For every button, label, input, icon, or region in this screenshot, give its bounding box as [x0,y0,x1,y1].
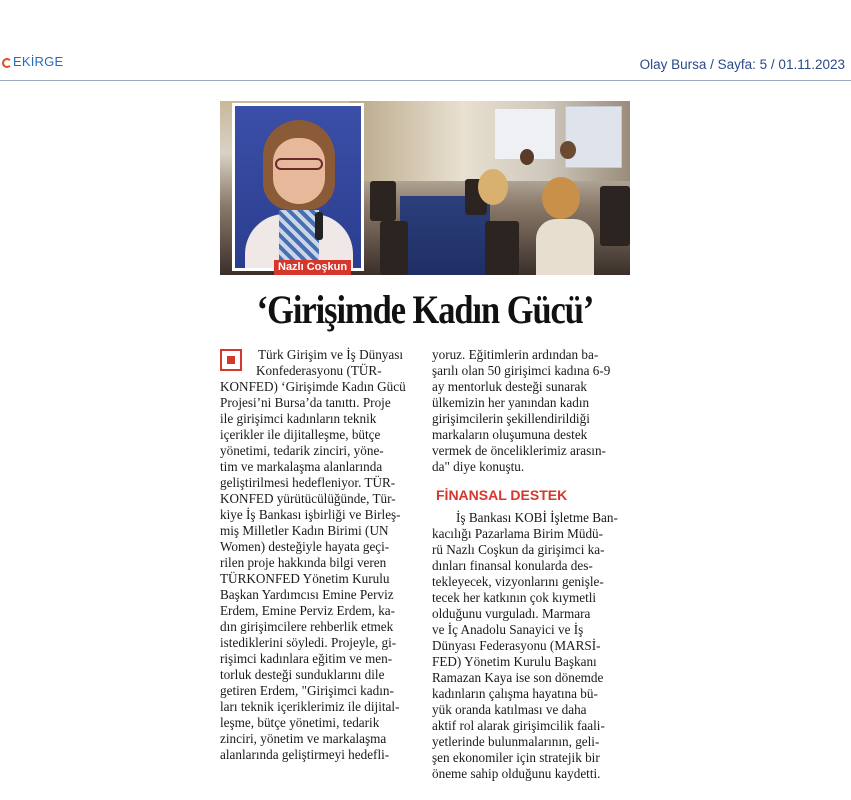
text-line: yönetimi, tedarik zinciri, yöne- [220,443,384,458]
text-line: tecek her katkının çok kıymetli [432,590,597,605]
column-2-text-bottom [432,510,632,782]
text-line: Ramazan Kaya ise son dönemde [432,670,604,685]
text-line: ları teknik içeriklerimiz ile dijital- [220,699,400,714]
text-line: getiren Erdem, "Girişimci kadın- [220,683,394,698]
text-line: İş Bankası KOBİ İşletme Ban- [456,510,618,525]
text-line: ay mentorluk desteği sunarak [432,379,587,394]
text-line: yetlerinde bulunmalarının, geli- [432,734,600,749]
text-line: yoruz. Eğitimlerin ardından ba- [432,347,599,362]
logo-text: EKİRGE [13,54,64,69]
text-line: girişimcilerin şekillendirildiği [432,411,590,426]
portrait-glasses [275,158,323,170]
text-line: öneme sahip olduğunu kaydetti. [432,766,601,781]
text-line: aktif rol alarak girişimcilik faali- [432,718,605,733]
text-line: Dünyası Federasyonu (MARSİ- [432,638,601,653]
text-line: Women) desteğiyle hayata geçi- [220,539,390,554]
text-line: miş Milletler Kadın Birimi (UN [220,523,389,538]
publisher-logo [2,54,63,69]
text-line: kacılığı Pazarlama Birim Müdü- [432,526,604,541]
text-line: ülkemizin her yanından kadın [432,395,590,410]
article-column-2 [432,347,632,475]
text-line: kadınların çalışma hayatına bü- [432,686,598,701]
portrait-inset [232,103,364,271]
text-line: rilen proje hakkında bilgi veren [220,555,387,570]
source-line: Olay Bursa / Sayfa: 5 / 01.11.2023 [639,57,845,72]
text-line: şarılı olan 50 girişimci kadına 6-9 [432,363,611,378]
text-line: ve İç Anadolu Sanayici ve İş [432,622,584,637]
text-line: da" diye konuştu. [432,459,525,474]
text-line: leşme, bütçe yönetimi, tedarik [220,715,380,730]
text-line: dın girişimcilere rehberlik etmek [220,619,394,634]
text-line: dınları finansal konularda des- [432,558,593,573]
audience-member [542,177,580,219]
article-column-2-continued [432,510,632,782]
text-line: Projesi’ni Bursa’da tanıttı. Proje [220,395,391,410]
text-line: tim ve markalaşma alanlarında [220,459,383,474]
audience-seat [370,181,396,221]
text-line: alanlarında geliştirmeyi hedefli- [220,747,390,762]
photo-caption: Nazlı Coşkun [274,260,351,275]
text-line: vermek de önceliklerimiz arasın- [432,443,606,458]
text-line: şen ekonomiler için stratejik bir [432,750,600,765]
section-subhead: FİNANSAL DESTEK [436,487,568,503]
text-line: KONFED) ‘Girişimde Kadın Gücü [220,379,406,394]
text-line: torluk desteği sunduklarını dile [220,667,385,682]
audience-member [520,149,534,165]
audience-member [478,169,508,205]
stage-banner [565,106,622,168]
audience-member [560,141,576,159]
text-line: rü Nazlı Coşkun da girişimci ka- [432,542,605,557]
text-line: kiye İş Bankası işbirliği ve Birleş- [220,507,401,522]
text-line: markaların oluşumuna destek [432,427,588,442]
page-header [0,0,851,82]
text-line: KONFED yürütücülüğünde, Tür- [220,491,396,506]
text-line: içerikler ile dijitalleşme, bütçe [220,427,381,442]
logo-mark-icon [2,58,12,68]
audience-seat [380,221,408,275]
text-line: zinciri, yönetim ve markalaşma [220,731,387,746]
article-column-1 [220,347,418,763]
article-headline: ‘Girişimde Kadın Gücü’ [256,287,594,332]
audience-member [536,219,594,275]
paragraph-marker-icon [220,349,242,371]
portrait-scarf [279,210,319,260]
audience-seat [600,186,630,246]
text-line: tekleyecek, vizyonlarını genişle- [432,574,604,589]
text-line: Başkan Yardımcısı Emine Perviz [220,587,394,602]
article-photo [220,101,630,275]
text-line: yük oranda katılması ve daha [432,702,587,717]
text-line: olduğunu vurguladı. Marmara [432,606,591,621]
header-divider [0,80,851,81]
portrait-face [273,138,325,204]
text-line: FED) Yönetim Kurulu Başkanı [432,654,597,669]
text-line: geliştirilmesi hedefleniyor. TÜR- [220,475,396,490]
text-line: Konfederasyonu (TÜR- [256,363,382,378]
text-line: rişimci kadınlara eğitim ve men- [220,651,393,666]
text-line: Türk Girişim ve İş Dünyası [258,347,404,362]
text-line: ile girişimci kadınların teknik [220,411,377,426]
text-line: TÜRKONFED Yönetim Kurulu [220,571,390,586]
column-2-text-top [432,347,632,475]
text-line: Erdem, Emine Perviz Erdem, ka- [220,603,396,618]
text-line: istediklerini söyledi. Projeyle, gi- [220,635,397,650]
microphone-icon [315,212,323,240]
audience-seat [485,221,519,275]
column-1-text [220,347,418,763]
